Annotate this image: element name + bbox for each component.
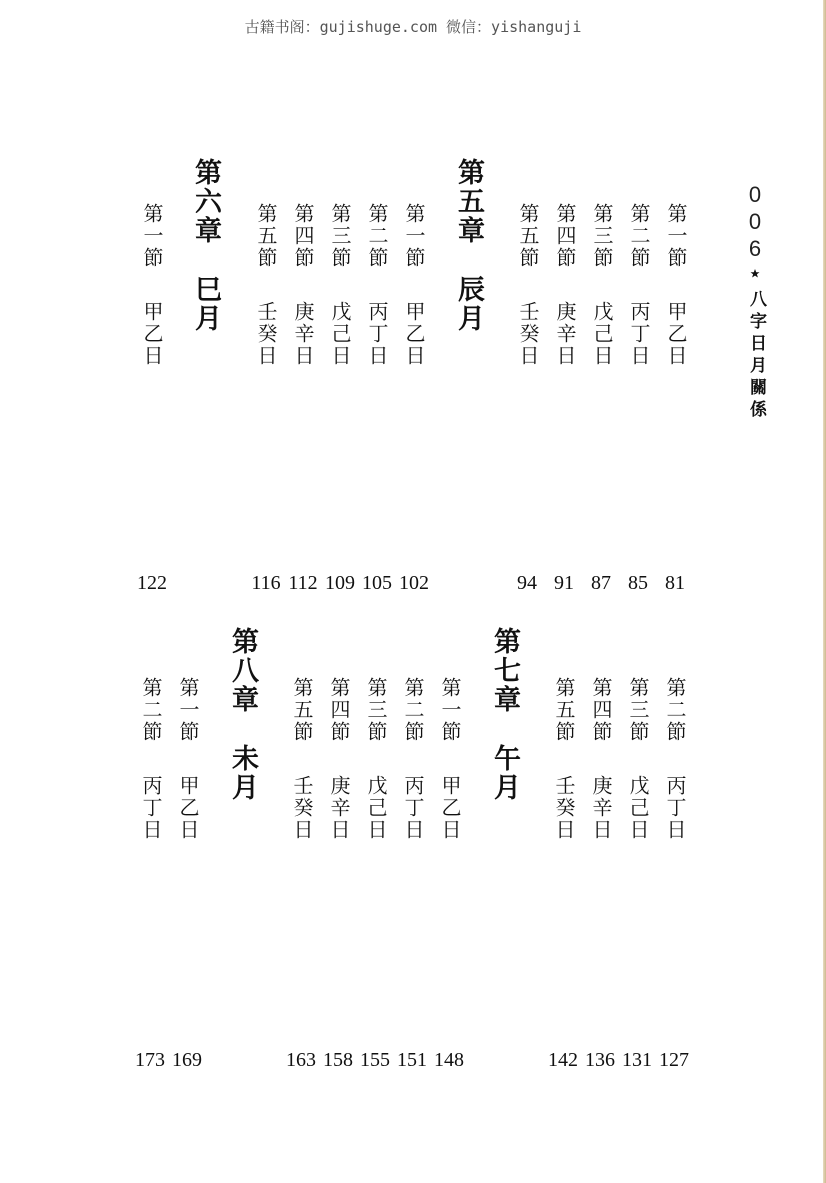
page-ref: 136 [585,1049,615,1071]
section-label: 第二節 [139,677,163,743]
page-ref: 158 [323,1049,353,1071]
chapter-6-heading [192,158,219,333]
page-ref: 142 [548,1049,578,1071]
section-days: 壬癸日 [254,301,278,367]
section-label: 第一節 [402,203,426,269]
section-days: 庚辛日 [589,775,613,841]
section-label: 第三節 [590,203,614,269]
toc-entry[interactable] [293,203,313,367]
toc-entry[interactable] [403,677,423,841]
section-days: 甲乙日 [664,301,688,367]
toc-entry[interactable] [629,203,649,367]
toc-entry[interactable] [440,677,460,841]
page-ref: 163 [286,1049,316,1071]
section-label: 第四節 [327,677,351,743]
chapter-month: 午月 [489,744,520,802]
section-label: 第二節 [365,203,389,269]
section-days: 庚辛日 [327,775,351,841]
page-ref: 173 [135,1049,165,1071]
section-days: 丙丁日 [139,775,163,841]
section-days: 丙丁日 [663,775,687,841]
chapter-month: 辰月 [453,275,484,333]
page-number-text: 0 0 6 [748,182,762,261]
book-title: 八字日月關係 [746,290,766,422]
section-days: 丙丁日 [401,775,425,841]
page-ref: 85 [628,572,648,594]
chapter-month: 未月 [227,744,258,802]
chapter-7-heading [491,627,518,802]
page-number [744,181,766,262]
toc-entry[interactable] [591,677,611,841]
section-label: 第一節 [664,203,688,269]
page-ref: 116 [251,572,281,594]
chapter-title: 第八章 [227,627,258,714]
section-days: 丙丁日 [627,301,651,367]
toc-entry[interactable] [178,677,198,841]
toc-entry[interactable] [555,203,575,367]
page-ref: 105 [362,572,392,594]
section-days: 庚辛日 [553,301,577,367]
section-days: 戊己日 [328,301,352,367]
toc-entry[interactable] [666,203,686,367]
section-label: 第三節 [328,203,352,269]
page-ref: 169 [172,1049,202,1071]
section-label: 第五節 [516,203,540,269]
section-label: 第五節 [552,677,576,743]
page-ref: 155 [360,1049,390,1071]
chapter-title: 第七章 [489,627,520,714]
toc-entry[interactable] [329,677,349,841]
section-days: 庚辛日 [291,301,315,367]
section-label: 第四節 [291,203,315,269]
section-days: 戊己日 [590,301,614,367]
page-ref: 127 [659,1049,689,1071]
page-ref: 94 [517,572,537,594]
section-label: 第三節 [364,677,388,743]
toc-entry[interactable] [404,203,424,367]
page-ref: 148 [434,1049,464,1071]
page-ref: 112 [288,572,318,594]
toc-entry[interactable] [628,677,648,841]
toc-entry[interactable] [592,203,612,367]
page-ref: 91 [554,572,574,594]
section-days: 壬癸日 [290,775,314,841]
toc-entry[interactable] [518,203,538,367]
section-days: 丙丁日 [365,301,389,367]
chapter-month: 巳月 [190,275,221,333]
page-ref: 122 [137,572,167,594]
toc-entry[interactable] [367,203,387,367]
chapter-8-heading [229,627,256,802]
section-days: 壬癸日 [552,775,576,841]
section-label: 第二節 [401,677,425,743]
toc-entry[interactable] [292,677,312,841]
chapter-title: 第六章 [190,158,221,245]
page-ref: 87 [591,572,611,594]
section-label: 第二節 [627,203,651,269]
section-label: 第二節 [663,677,687,743]
watermark: 古籍书阁：gujishuge.com 微信：yishanguji [244,18,582,36]
page-ref: 109 [325,572,355,594]
section-label: 第四節 [553,203,577,269]
section-days: 甲乙日 [402,301,426,367]
section-days: 甲乙日 [438,775,462,841]
toc-entry[interactable] [141,677,161,841]
section-days: 戊己日 [364,775,388,841]
toc-entry[interactable] [665,677,685,841]
chapter-title: 第五章 [453,158,484,245]
section-days: 壬癸日 [516,301,540,367]
section-label: 第五節 [254,203,278,269]
section-label: 第五節 [290,677,314,743]
toc-entry[interactable] [256,203,276,367]
page-ref: 81 [665,572,685,594]
page-ref: 102 [399,572,429,594]
section-label: 第三節 [626,677,650,743]
section-label: 第一節 [438,677,462,743]
toc-entry[interactable] [142,203,162,367]
section-label: 第一節 [176,677,200,743]
section-label: 第一節 [140,203,164,269]
section-days: 戊己日 [626,775,650,841]
section-days: 甲乙日 [140,301,164,367]
toc-entry[interactable] [366,677,386,841]
chapter-5-heading [455,158,482,333]
page-ref: 151 [397,1049,427,1071]
toc-entry[interactable] [554,677,574,841]
page-ref: 131 [622,1049,652,1071]
crescent-moon-icon [731,258,761,288]
section-days: 甲乙日 [176,775,200,841]
section-label: 第四節 [589,677,613,743]
toc-entry[interactable] [330,203,350,367]
